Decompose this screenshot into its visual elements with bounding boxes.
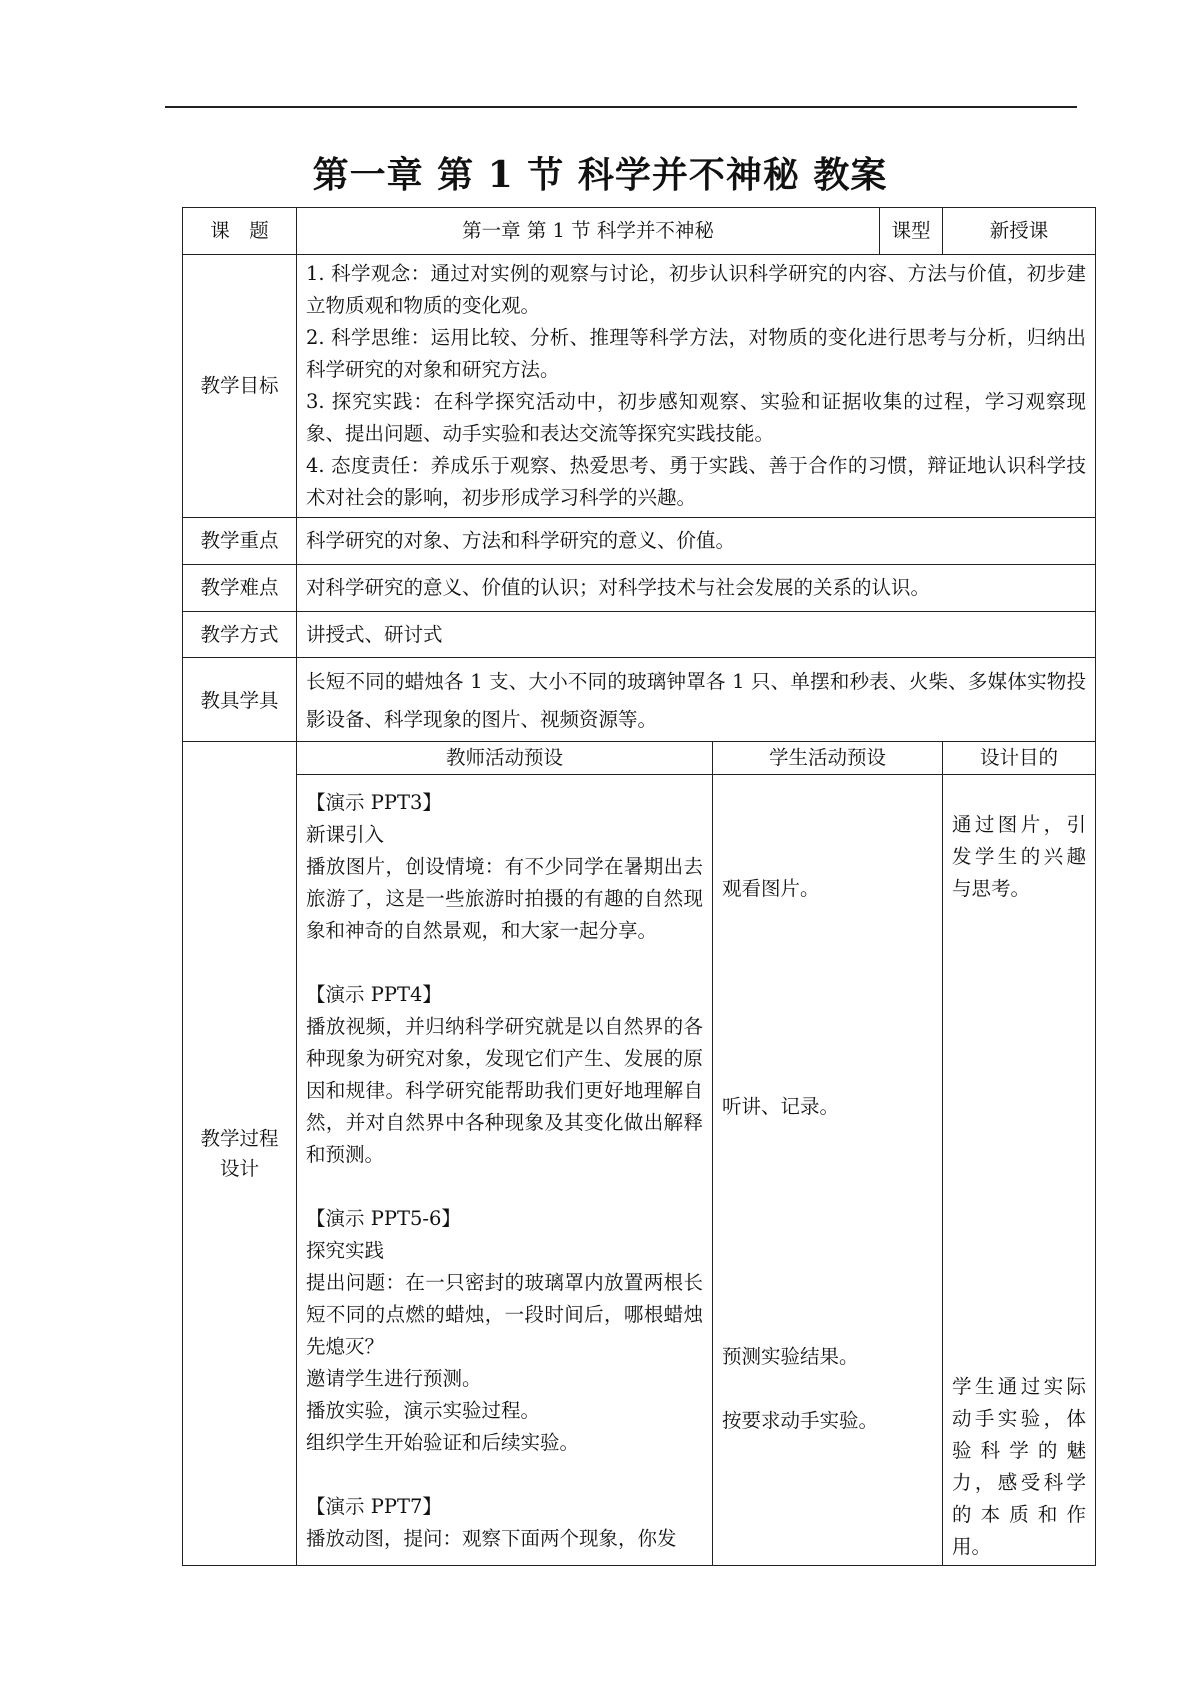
lesson-type-value: 新授课 (943, 208, 1096, 255)
materials-label: 教具学具 (183, 658, 297, 742)
lesson-type-label: 课型 (879, 208, 942, 254)
teacher-column-header: 教师活动预设 (297, 742, 713, 775)
methods-row (183, 612, 1096, 658)
materials-value: 长短不同的蜡烛各 1 支、大小不同的玻璃钟罩各 1 只、单摆和秒表、火柴、多媒体实物投影设备、科学现象的图片、视频资源等。 (297, 658, 1096, 742)
key-points-value: 科学研究的对象、方法和科学研究的意义、价值。 (297, 518, 1096, 565)
objectives-label: 教学目标 (183, 255, 297, 518)
process-label: 教学过程 设计 (183, 742, 297, 1566)
process-content-row (183, 775, 1096, 1566)
student-activities: 观看图片。 听讲、记录。 预测实验结果。 按要求动手实验。 (713, 775, 943, 1566)
objective-item: 1. 科学观念：通过对实例的观察与讨论，初步认识科学研究的内容、方法与价值，初步建立物质观和物质的变化观。 (306, 262, 1087, 317)
lesson-plan-table (182, 207, 1096, 1566)
design-purposes: 通过图片，引发学生的兴趣与思考。 学生通过实际动手实验，体验科学的魅力，感受科学的本质和作用。 (943, 775, 1096, 1566)
header-rule (165, 106, 1077, 108)
objective-item: 3. 探究实践：在科学探究活动中，初步感知观察、实验和证据收集的过程，学习观察现象、提出问题、动手实验和表达交流等探究实践技能。 (306, 390, 1087, 445)
key-points-label: 教学重点 (183, 518, 297, 565)
objectives-row (183, 255, 1096, 518)
methods-value: 讲授式、研讨式 (297, 612, 1096, 658)
topic-value: 第一章 第 1 节 科学并不神秘 (462, 219, 714, 242)
process-header-row (183, 742, 1096, 775)
teacher-activities: 【演示 PPT3】 新课引入 播放图片，创设情境：有不少同学在暑期出去旅游了，这是一些旅游时拍摄的有趣的自然现象和神奇的自然景观，和大家一起分享。 【演示 PPT4】 播放视频，并归纳科学研究就是以自然界的各种现象为研究对象，发现它们产生、发展的原因和规律。科学研究能帮助我们更好地理解自然，并对自然界中各种现象及其变化做出解释和预测。 【演示 PPT5-6】 探究实践 提出问题：在一只密封的玻璃罩内放置两根长短不同的点燃的蜡烛，一段时间后，哪根蜡烛先熄灭？ 邀请学生进行预测。 播放实验，演示实验过程。 组织学生开始验证和后续实验。 【演示 PPT7】 播放动图，提问：观察下面两个现象，你发 (297, 775, 713, 1566)
topic-label: 课 题 (183, 208, 297, 255)
difficulties-label: 教学难点 (183, 565, 297, 612)
key-points-row (183, 518, 1096, 565)
difficulties-row (183, 565, 1096, 612)
objective-item: 2. 科学思维：运用比较、分析、推理等科学方法，对物质的变化进行思考与分析，归纳出科学研究的对象和研究方法。 (306, 326, 1087, 381)
topic-row (183, 208, 1096, 255)
document-title: 第一章 第 1 节 科学并不神秘 教案 (312, 154, 888, 196)
materials-row (183, 658, 1096, 742)
student-column-header: 学生活动预设 (713, 742, 943, 775)
methods-label: 教学方式 (183, 612, 297, 658)
objective-item: 4. 态度责任：养成乐于观察、热爱思考、勇于实践、善于合作的习惯，辩证地认识科学技术对社会的影响，初步形成学习科学的兴趣。 (306, 454, 1087, 509)
purpose-column-header: 设计目的 (943, 742, 1096, 775)
difficulties-value: 对科学研究的意义、价值的认识；对科学技术与社会发展的关系的认识。 (297, 565, 1096, 612)
